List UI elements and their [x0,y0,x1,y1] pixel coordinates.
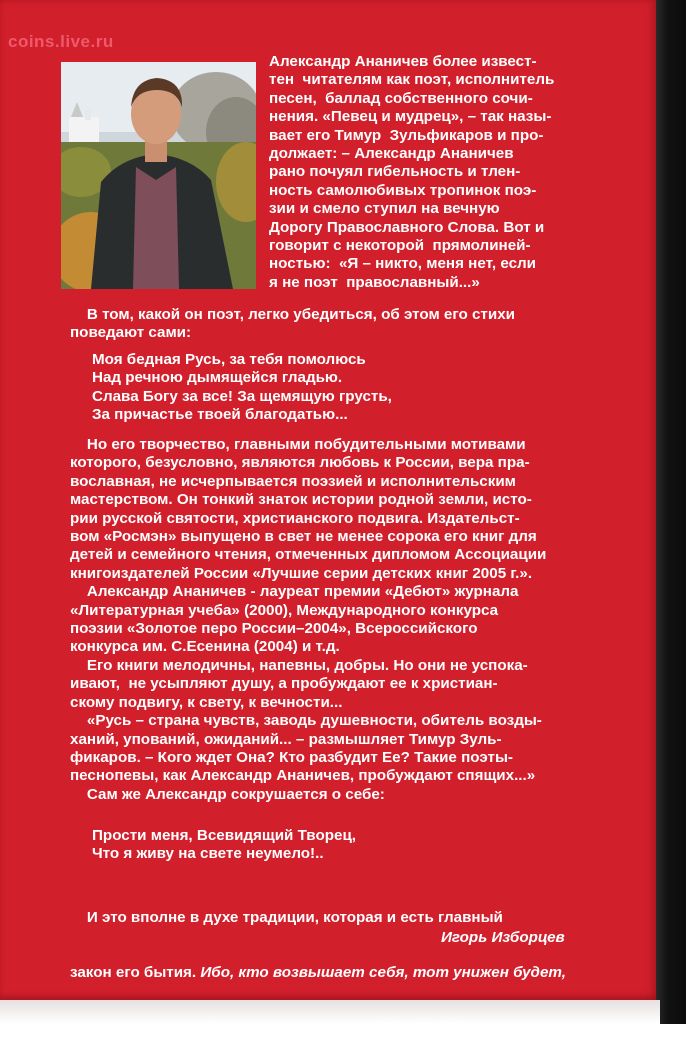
text-line: Александр Ананичев более извест- [269,53,537,70]
text-line: ивают, не усыпляют душу, а пробуждают ее к христиан- [70,675,498,693]
text-line: мастерством. Он тонкий знаток истории родной земли, исто- [70,491,532,509]
poem-line: Над речною дымящейся гладью. [92,369,343,387]
text-line: Но его творчество, главными побудительными мотивами [70,436,526,453]
closing-paragraph [70,872,566,1056]
text-line: ханий, упований, ожиданий... – размышляет Тимур Зуль- [70,730,502,748]
poem-2 [92,827,356,864]
text-line: конкурса им. С.Есенина (2004) и т.д. [70,638,340,656]
text-line: детей и семейного чтения, отмеченных дипломом Ассоциации [70,546,547,564]
text-line: ность самолюбивых тропинок поэ- [269,181,537,199]
text-line: рано почуял гибельность и тлен- [269,163,521,181]
poem-line: Слава Богу за все! За щемящую грусть, [92,387,392,405]
text-line: вом «Росмэн» выпущено в свет не менее сорока его книг для [70,528,537,546]
text-line: поведают сами: [70,324,192,342]
watermark: coins.live.ru [8,32,114,51]
text-line: тен читателям как поэт, исполнитель [269,71,555,89]
book-spine [656,0,686,1024]
text-line: песен, баллад собственного сочи- [269,89,533,107]
text-line: должает: – Александр Ананичев [269,145,514,163]
poem-1 [92,351,392,425]
text-line: В том, какой он поэт, легко убедиться, об этом его стихи [70,306,515,323]
text-line: книгоиздателей России «Лучшие серии детских книг 2005 г.». [70,564,533,582]
text-line: зии и смело ступил на вечную [269,200,500,218]
text-line: рии русской святости, христианского подвига. Издательст- [70,509,520,527]
text-line: «Русь – страна чувств, заводь душевности, обитель возды- [70,712,542,730]
poem-line: Моя бедная Русь, за тебя помолюсь [92,351,366,368]
intro-paragraph [269,53,554,292]
text-line: которого, безусловно, являются любовь к России, вера пра- [70,454,530,472]
text-line: «Литературная учеба» (2000), Международного конкурса [70,601,499,619]
text-line: фикаров. – Кого ждет Она? Кто разбудит Ее? Такие поэты- [70,748,513,766]
poet-paragraph [70,306,515,343]
author-photo [61,62,256,289]
signature: Игорь Изборцев [441,929,565,946]
text-line: Сам же Александр сокрушается о себе: [70,785,385,803]
text-line: Дорогу Православного Слова. Вот и [269,218,545,236]
text-line: вает его Тимур Зульфикаров и про- [269,126,544,144]
text-line: ностью: «Я – никто, меня нет, если [269,255,537,273]
closing-line-2: закон его бытия. Ибо, кто возвышает себя, тот унижен будет, [70,964,566,982]
poem-line: За причастье твоей благодатью... [92,406,348,424]
closing-line-1: И это вполне в духе традиции, которая и есть главный [70,908,503,926]
main-body-text [70,436,546,804]
text-line: скому подвигу, к свету, к вечности... [70,693,343,711]
poem-line: Прости меня, Всевидящий Творец, [92,827,357,844]
text-line: Его книги мелодичны, напевны, добры. Но они не успока- [70,656,528,674]
text-line: Александр Ананичев - лауреат премии «Дебют» журнала [70,583,519,601]
poem-line: Что я живу на свете неумело!.. [92,845,324,863]
text-line: вославная, не исчерпывается поэзией и исполнительским [70,472,516,490]
closing-line-3: а кто унижает себя, тот возвысится (Мф. 23: 12). [70,1019,467,1037]
text-line: говорит с некоторой прямолиней- [269,237,531,255]
text-line: я не поэт православный...» [269,273,480,291]
text-line: песнопевы, как Александр Ананичев, пробуждают спящих...» [70,767,536,785]
text-line: поэзии «Золотое перо России–2004», Всероссийского [70,620,478,638]
text-line: нения. «Певец и мудрец», – так назы- [269,108,552,126]
